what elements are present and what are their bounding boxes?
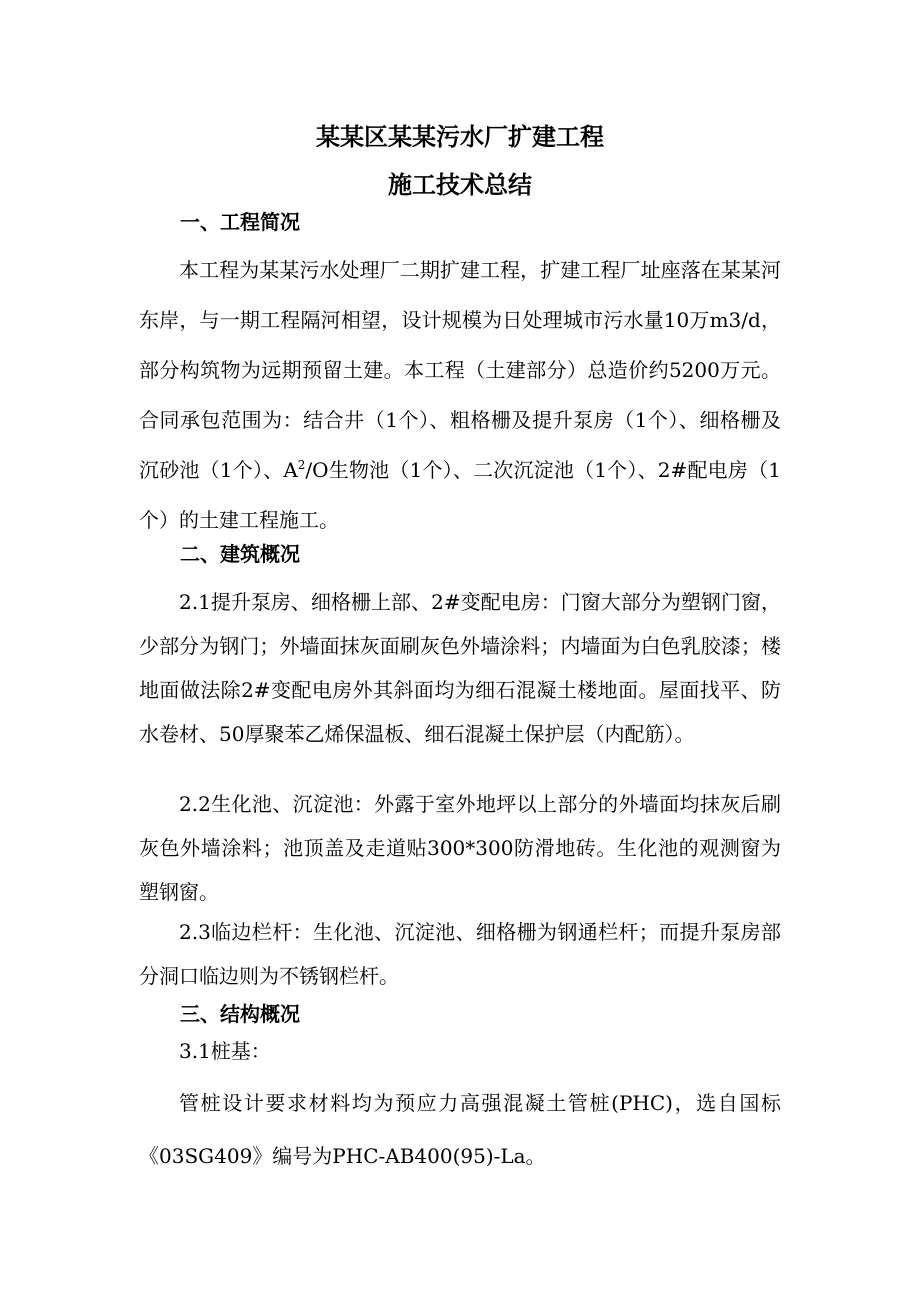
document-title: 某某区某某污水厂扩建工程 [316, 122, 604, 151]
paragraph-2-3: 2.3临边栏杆：生化池、沉淀池、细格栅为钢通栏杆；而提升泵房部分洞口临边则为不锈钢栏杆。 [139, 920, 781, 988]
section-heading-architecture: 二、建筑概况 [180, 542, 300, 566]
paragraph-text: 本工程为某某污水处理厂二期扩建工程，扩建工程厂址座落在某某河东岸，与一期工程隔河相望，设计规模为日处理城市污水量10万m3/d，部分构筑物为远期预留土建。本工程（土建部分）总造价约5200万元。合同承包范围为：结合井（1个）、粗格栅及提升泵房（1个）、细格栅及沉砂池（1个）、A [139, 258, 781, 482]
paragraph-project-overview [139, 245, 781, 545]
section-heading-structure: 三、结构概况 [180, 1002, 300, 1026]
paragraph-2-2: 2.2生化池、沉淀池：外露于室外地坪以上部分的外墙面均抹灰后刷灰色外墙涂料；池顶盖及走道贴300*300防滑地砖。生化池的观测窗为塑钢窗。 [139, 792, 781, 904]
paragraph-pile-spec: 管桩设计要求材料均为预应力高强混凝土管桩(PHC)，选自国标《03SG409》编号为PHC-AB400(95)-La。 [139, 1091, 781, 1168]
section-heading-overview: 一、工程简况 [180, 210, 300, 234]
paragraph-text: /O生物池（1个）、二次沉淀池（1个）、2#配电房（1个）的土建工程施工。 [139, 458, 781, 532]
superscript: 2 [297, 458, 306, 472]
paragraph-3-1: 3.1桩基： [179, 1039, 271, 1063]
paragraph-2-1: 2.1提升泵房、细格栅上部、2#变配电房：门窗大部分为塑钢门窗，少部分为钢门；外墙面抹灰面刷灰色外墙涂料；内墙面为白色乳胶漆；楼地面做法除2#变配电房外其斜面均为细石混凝土楼地面。屋面找平、防水卷材、50厚聚苯乙烯保温板、细石混凝土保护层（内配筋）。 [139, 590, 781, 746]
document-subtitle: 施工技术总结 [388, 170, 532, 199]
